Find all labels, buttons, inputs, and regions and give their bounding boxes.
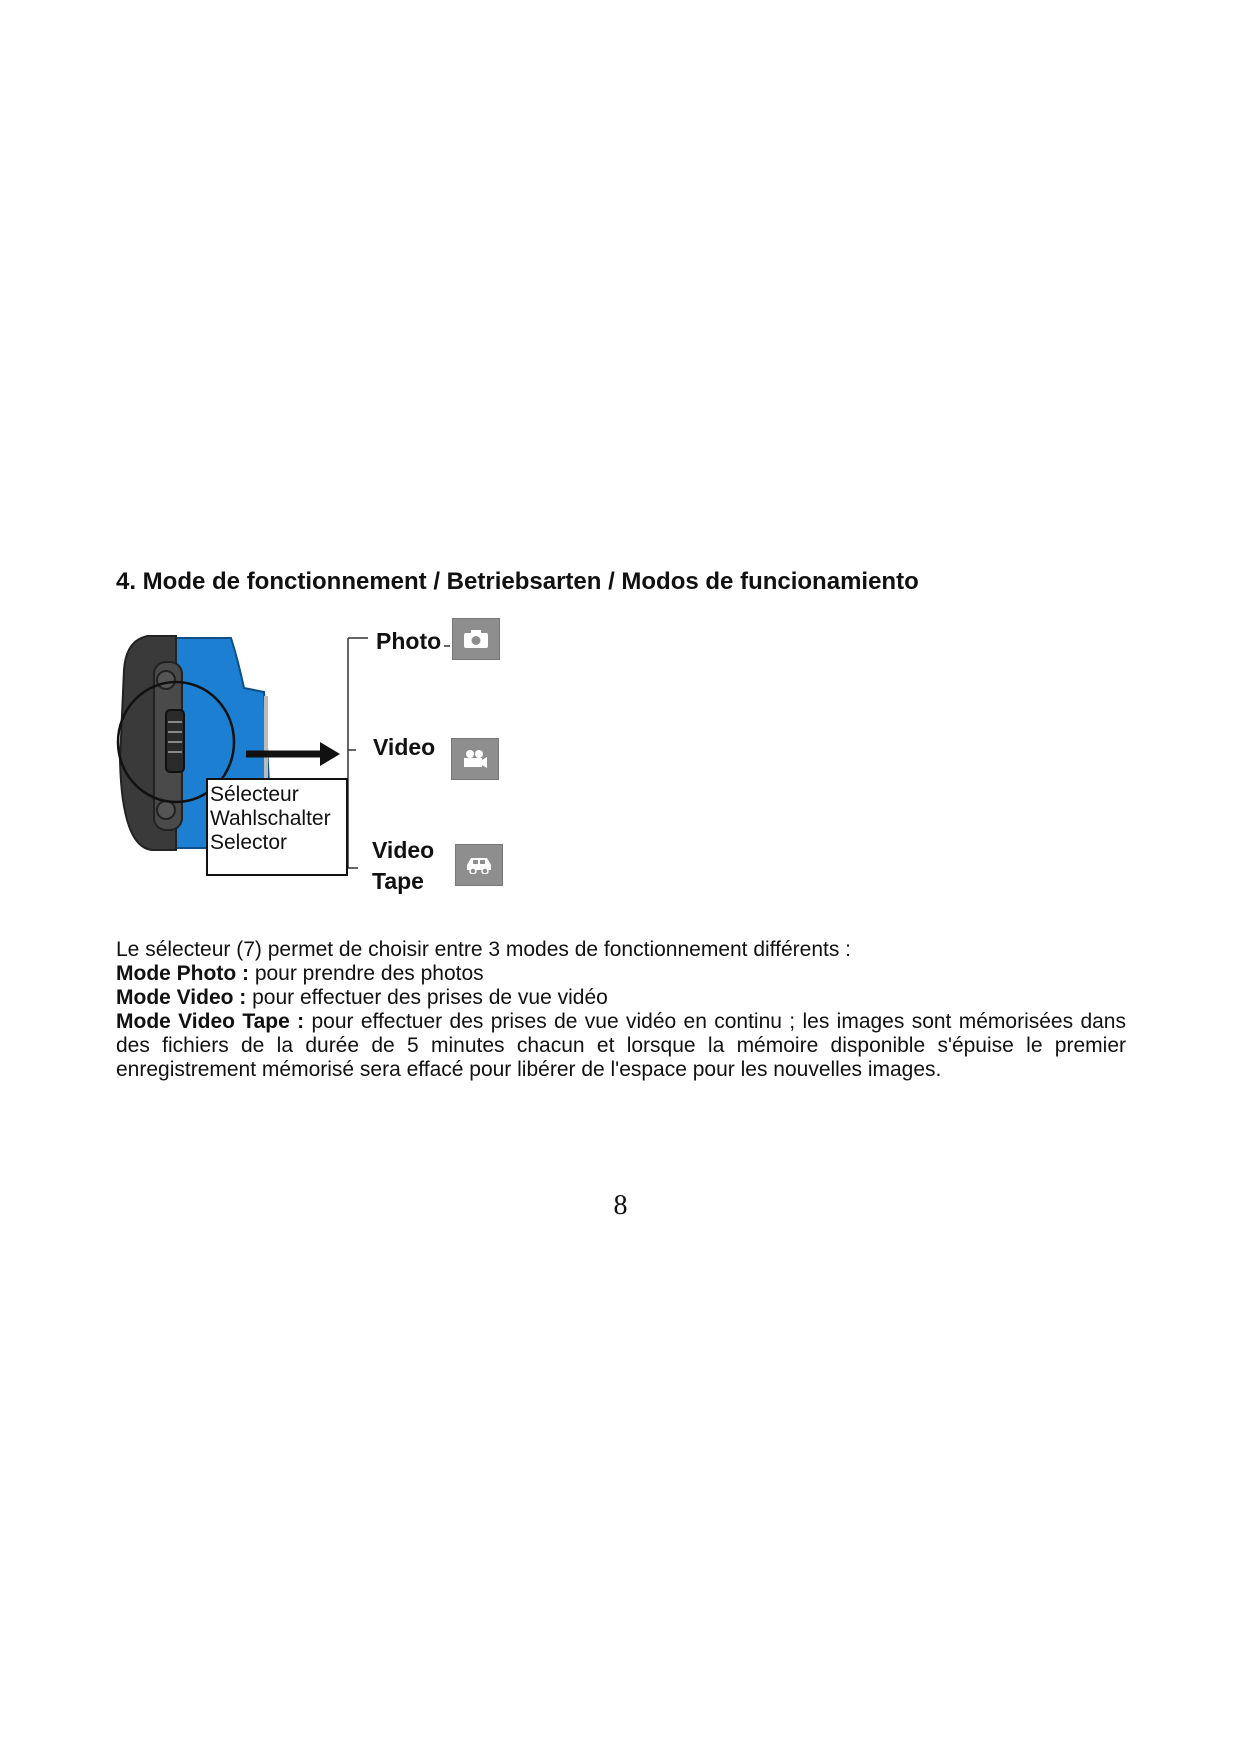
selector-label-es: Selector xyxy=(210,831,288,854)
mode-label-video-tape: Video Tape xyxy=(372,837,435,894)
mode-selector-figure xyxy=(116,610,546,910)
video-camera-icon xyxy=(451,738,499,780)
mode-photo-item: Mode Photo : pour prendre des photos xyxy=(116,962,484,985)
mode-video-tape-item: Mode Video Tape : pour effectuer des prises de vue vidéo en continu ; les images sont mémorisées dans des fichiers de la durée de 5 minutes chacun et lorsque la mémoire disponible s'épuise le premier enregistrement mémorisé sera effacé pour libérer de l'espace pour les nouvelles images. xyxy=(116,1010,1126,1081)
mode-video-item: Mode Video : pour effectuer des prises de vue vidéo xyxy=(116,986,608,1009)
selector-label-de: Wahlschalter xyxy=(210,807,331,830)
selector-label-box xyxy=(206,778,348,876)
intro-text: Le sélecteur (7) permet de choisir entre 3 modes de fonctionnement différents : xyxy=(116,938,852,961)
camera-icon xyxy=(452,618,500,660)
selector-label-fr: Sélecteur xyxy=(210,783,299,806)
mode-description xyxy=(116,938,1126,1082)
mode-label-photo: Photo xyxy=(376,628,442,654)
page-number: 8 xyxy=(613,1190,628,1221)
car-icon xyxy=(455,844,503,886)
section-title: 4. Mode de fonctionnement / Betriebsarten / Modos de funcionamiento xyxy=(116,568,919,595)
mode-label-video: Video xyxy=(373,734,436,760)
